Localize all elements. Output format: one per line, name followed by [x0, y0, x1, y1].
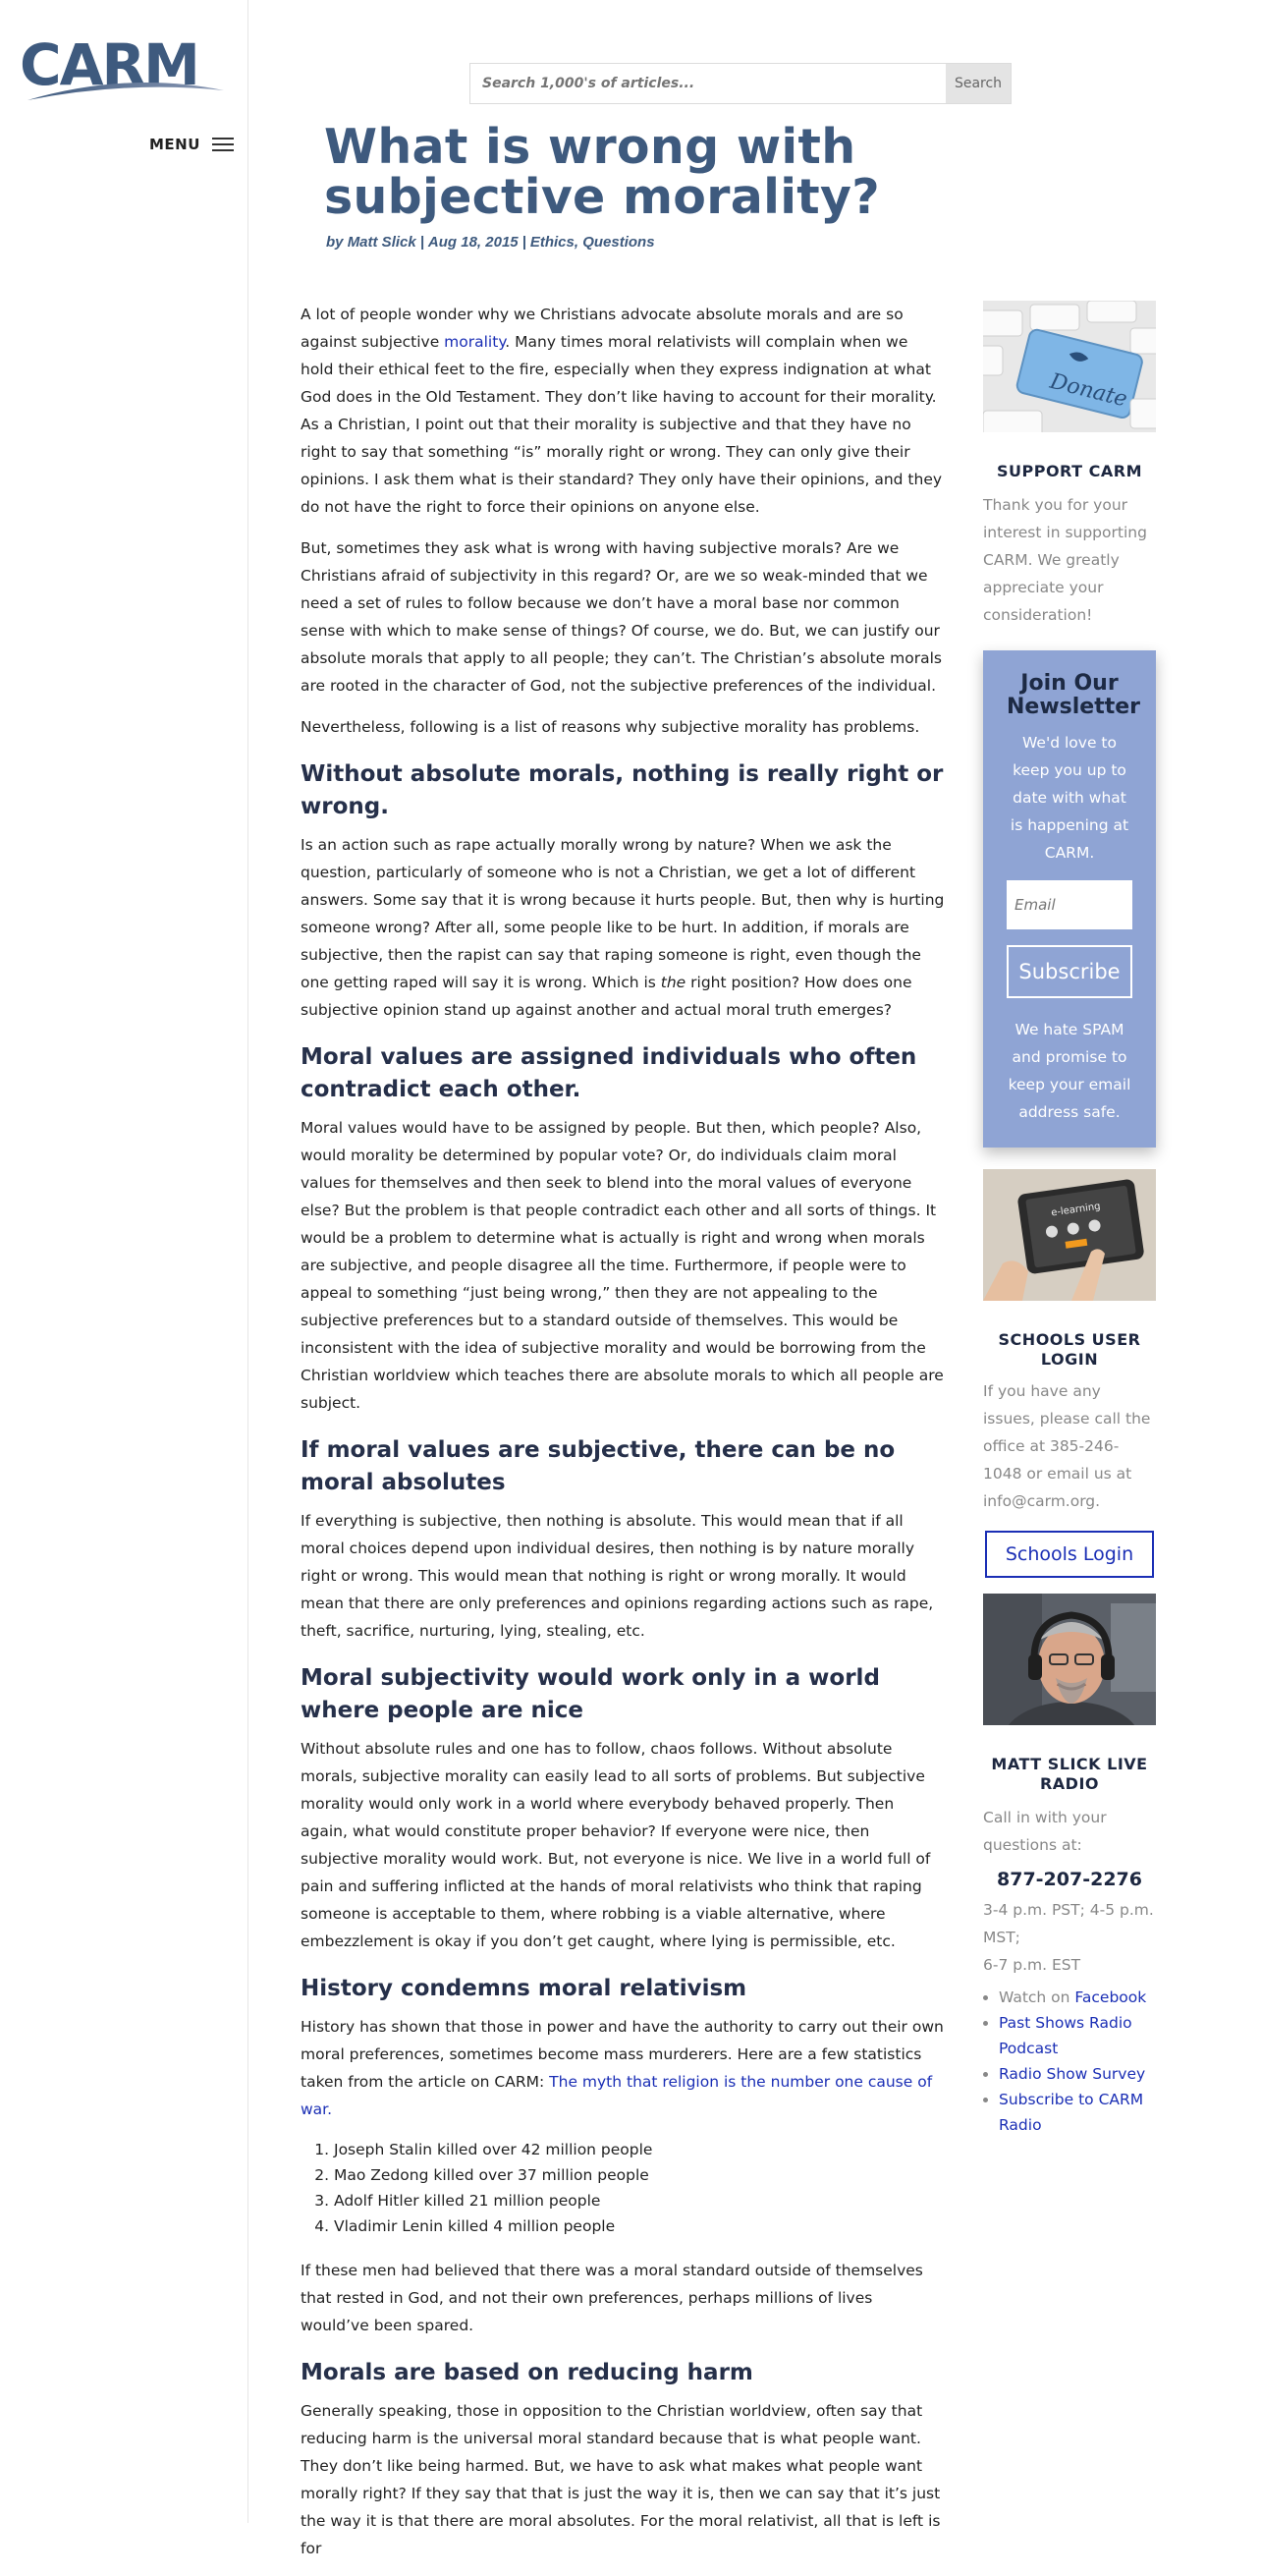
facebook-link[interactable]: Facebook [1074, 1988, 1147, 2006]
search-bar [469, 63, 1012, 104]
category-link-questions[interactable]: Questions [582, 234, 655, 251]
donate-keyboard-illustration [983, 301, 1156, 432]
list-item [999, 2061, 1156, 2087]
post-date: Aug 18, 2015 [427, 234, 519, 251]
tablet-illustration [983, 1169, 1156, 1301]
category-link-ethics[interactable]: Ethics [529, 234, 575, 251]
support-heading: SUPPORT CARM [996, 462, 1143, 480]
meta-by: by [326, 234, 344, 251]
section-heading-subjective-values: If moral values are subjective, there can be no moral absolutes [301, 1437, 896, 1495]
section-paragraph-reducing-harm: Generally speaking, those in opposition to the Christian worldview, often say that reducing harm is the universal moral standard because that is what people want. They don’t like being harmed. But, we have to ask what makes what people want morally right? If they say that that is just the way it is, then we can say that it’s just the way it is that there are moral absolutes. For the moral relativist, all that is left is for [301, 2402, 941, 2557]
carm-logo-graphic [20, 39, 228, 104]
support-text: Thank you for your interest in supporting CARM. We greatly appreciate your consideration! [983, 496, 1147, 624]
search-input[interactable] [470, 64, 946, 103]
subscribe-radio-link[interactable]: Subscribe to CARM Radio [999, 2091, 1144, 2134]
intro-paragraph-2: But, sometimes they ask what is wrong with having subjective morals? Are we Christians afraid of subjectivity in this regard? Or, are we so weak-minded that we need a set of rules to follow because we don’t have a moral base nor common sense with which to make sense of things? Of course, we do. But, we can justify our absolute morals that apply to all people; they can’t. The Christian’s absolute morals are rooted in the character of God, not the subjective preferences of the individual. [301, 539, 942, 695]
survey-link[interactable]: Radio Show Survey [999, 2065, 1146, 2083]
subscribe-button[interactable]: Subscribe [1007, 945, 1132, 998]
list-item: 1. Joseph Stalin killed over 42 million people [334, 2137, 945, 2162]
radio-phone-number[interactable]: 877-207-2276 [997, 1869, 1142, 1890]
elearning-image[interactable] [983, 1169, 1156, 1301]
radio-hours-1: 3-4 p.m. PST; 4-5 p.m. MST; [983, 1901, 1154, 1946]
section-paragraph-history-after: If these men had believed that there was a moral standard outside of themselves that rested in God, and not their own preferences, perhaps millions of lives would’ve been spared. [301, 2262, 923, 2334]
radio-intro: Call in with your questions at: [983, 1809, 1107, 1854]
section-paragraph-nice-world: Without absolute rules and one has to follow, chaos follows. Without absolute morals, subjective morality can easily lead to all sorts of problems. But subjective morality would only work in a world where everybody behaved properly. Then again, what would constitute proper behavior? If everyone were nice, then subjective morality would work. But, not everyone is nice. We live in a world full of pain and suffering inflicted at the hands of moral relativists who think that raping someone is acceptable to them, where robbing is a viable alternative, where embezzlement is okay if you don’t get caught, where lying is permissible, etc. [301, 1740, 931, 1950]
radio-heading: MATT SLICK LIVE RADIO [991, 1755, 1148, 1793]
carm-logo[interactable] [20, 39, 228, 104]
section-paragraph-no-absolutes: Is an action such as rape actually morally wrong by nature? When we ask the question, particularly of someone who is not a Christian, we get a lot of different answers. Some say that it is wrong because it hurts people. But, then why is hurting someone wrong? After all, some people like to be hurt. In addition, if morals are subjective, then the rapist can say that raping someone is right, even though the one getting raped will say it is wrong. Which is the right position? How does one subjective opinion stand up against another and actual moral truth emerges? [301, 836, 945, 1019]
list-item: 4. Vladimir Lenin killed 4 million people [334, 2213, 945, 2239]
author-link[interactable]: Matt Slick [347, 234, 416, 251]
menu-button[interactable] [149, 136, 234, 153]
newsletter-text: We'd love to keep you up to date with what is happening at CARM. [1010, 734, 1129, 862]
host-portrait-illustration [983, 1594, 1156, 1725]
statistics-list [301, 2137, 945, 2239]
section-heading-history: History condemns moral relativism [301, 1976, 747, 2001]
section-heading-reducing-harm: Morals are based on reducing harm [301, 2360, 753, 2385]
menu-label: MENU [149, 136, 200, 153]
schools-heading: SCHOOLS USER LOGIN [998, 1330, 1141, 1369]
schools-text: If you have any issues, please call the office at 385-246-1048 or email us at info@carm.org. [983, 1382, 1151, 1510]
donate-image-text: Donate [1047, 368, 1130, 413]
article-body [301, 301, 945, 2576]
left-column [0, 0, 248, 2523]
list-item: 2. Mao Zedong killed over 37 million people [334, 2162, 945, 2188]
radio-host-photo[interactable] [983, 1594, 1156, 1725]
list-item: 3. Adolf Hitler killed 21 million people [334, 2188, 945, 2213]
morality-link[interactable]: morality [444, 333, 506, 351]
list-item [999, 2087, 1156, 2138]
elearning-image-text: e-learning [1050, 1201, 1102, 1219]
newsletter-footer: We hate SPAM and promise to keep your email address safe. [1008, 1021, 1131, 1121]
section-heading-assigned-values: Moral values are assigned individuals who often contradict each other. [301, 1044, 917, 1102]
section-paragraph-subjective-values: If everything is subjective, then nothing is absolute. This would mean that if all moral choices depend upon individual desires, then nothing is by nature morally right or wrong. This would mean that nothing is right or wrong morally. It would mean that there are only preferences and opinions regarding actions such as rape, theft, sacrifice, nurturing, lying, stealing, etc. [301, 1512, 934, 1640]
section-heading-no-absolutes: Without absolute morals, nothing is really right or wrong. [301, 761, 944, 819]
donate-image[interactable] [983, 301, 1156, 432]
section-paragraph-history: History has shown that those in power and have the authority to carry out their own moral preferences, sometimes become mass murderers. Here are a few statistics taken from the article on CARM: The myth that religion is the number one cause of war. [301, 2018, 944, 2118]
search-button[interactable]: Search [946, 64, 1011, 103]
logo-text: CARM [20, 39, 198, 98]
email-field[interactable] [1007, 880, 1132, 929]
list-item: • Watch on Facebook [999, 1985, 1156, 2010]
radio-hours-2: 6-7 p.m. EST [983, 1956, 1081, 1974]
section-heading-nice-world: Moral subjectivity would work only in a world where people are nice [301, 1665, 880, 1723]
section-paragraph-assigned-values: Moral values would have to be assigned by people. But then, which people? Also, would morality be determined by popular vote? Or, do individuals claim moral values for themselves and then seek to blend into the moral values of everyone else? But the problem is that people contradict each other and all sorts of things. It would be a problem to determine what is actually is right and wrong when morals are subjective, and people disagree all the time. Furthermore, if people were to appeal to something “just being wrong,” then they are not appealing to the subjective preferences but to a standard outside of themselves. This would be inconsistent with the idea of subjective morality and would be borrowing from the Christian worldview which teaches there are absolute morals to which all people are subject. [301, 1119, 944, 1412]
intro-paragraph-1: A lot of people wonder why we Christians advocate absolute morals and are so against subjective morality. Many times moral relativists will complain when we hold their ethical feet to the fire, especially when they express indignation at what God does in the Old Testament. They don’t like having to account for their morality. As a Christian, I point out that their morality is subjective and that they have no right to say that something “is” morally right or wrong. They can only give their opinions. I ask them what is their standard? They only have their opinions, and they do not have the right to force their opinions on anyone else. [301, 306, 943, 516]
sidebar [983, 301, 1156, 2138]
post-meta: by Matt Slick | Aug 18, 2015 | Ethics, Questions [326, 234, 655, 251]
page-title: What is wrong with subjective morality? [324, 119, 880, 225]
intro-paragraph-3: Nevertheless, following is a list of reasons why subjective morality has problems. [301, 718, 920, 736]
newsletter-box [983, 650, 1156, 1148]
hamburger-icon [212, 137, 234, 152]
podcast-link[interactable]: Past Shows Radio Podcast [999, 2014, 1132, 2057]
newsletter-title: Join Our Newsletter [1007, 671, 1141, 719]
religion-war-myth-link[interactable]: The myth that religion is the number one cause of war. [301, 2073, 933, 2118]
list-item [999, 2010, 1156, 2061]
schools-login-button[interactable]: Schools Login [985, 1531, 1154, 1578]
radio-links [983, 1985, 1156, 2138]
